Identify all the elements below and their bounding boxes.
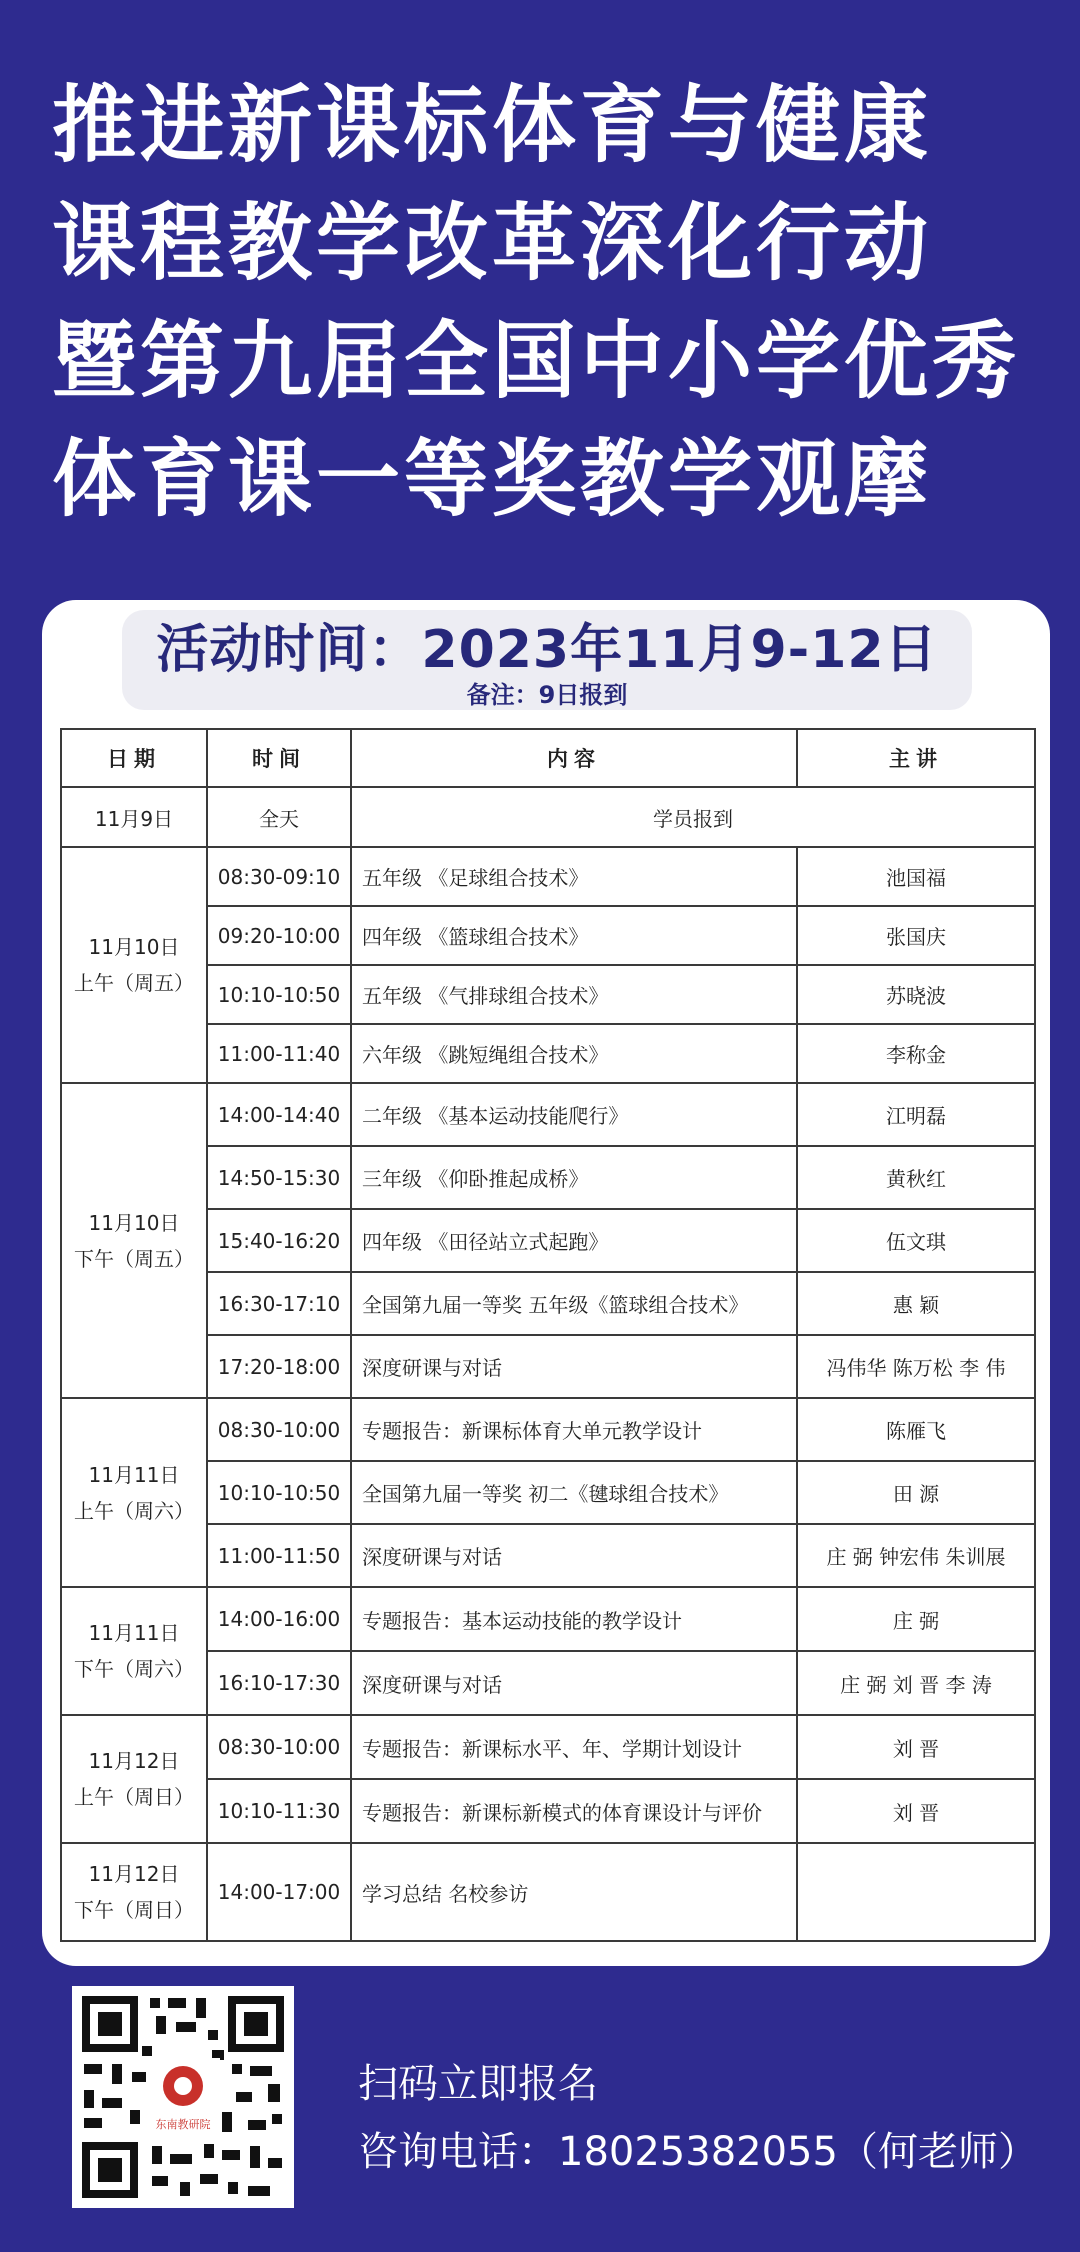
speaker-cell [797, 1843, 1035, 1941]
time-cell: 10:10-10:50 [207, 1461, 351, 1524]
time-cell: 11:00-11:50 [207, 1524, 351, 1587]
date-cell [61, 1715, 207, 1843]
speaker-cell: 江明磊 [797, 1083, 1035, 1146]
content-cell: 五年级 《气排球组合技术》 [351, 965, 797, 1024]
schedule-card [42, 600, 1050, 1966]
date-period: 上午（周日） [74, 1785, 194, 1809]
date-period: 下午（周日） [74, 1898, 194, 1922]
time-cell: 09:20-10:00 [207, 906, 351, 965]
speaker-cell: 李称金 [797, 1024, 1035, 1083]
content-cell: 学习总结 名校参访 [351, 1843, 797, 1941]
time-cell: 15:40-16:20 [207, 1209, 351, 1272]
date-line: 11月11日 [88, 1621, 180, 1645]
content-cell: 五年级 《足球组合技术》 [351, 847, 797, 906]
time-cell: 10:10-11:30 [207, 1779, 351, 1843]
date-period: 下午（周五） [74, 1246, 194, 1271]
content-cell: 二年级 《基本运动技能爬行》 [351, 1083, 797, 1146]
speaker-cell: 伍文琪 [797, 1209, 1035, 1272]
table-header-row [61, 729, 1035, 787]
header-speaker: 主讲 [797, 729, 1035, 787]
date-period: 下午（周六） [74, 1657, 194, 1681]
speaker-cell: 庄 弼 钟宏伟 朱训展 [797, 1524, 1035, 1587]
table-row [61, 1335, 1035, 1398]
table-row [61, 1524, 1035, 1587]
content-cell: 深度研课与对话 [351, 1651, 797, 1715]
table-row [61, 1461, 1035, 1524]
activity-note: 备注：9日报到 [466, 681, 628, 709]
time-cell: 08:30-10:00 [207, 1398, 351, 1461]
time-cell: 14:00-16:00 [207, 1587, 351, 1651]
schedule-table [60, 728, 1036, 1942]
content-cell: 全国第九届一等奖 初二《毽球组合技术》 [351, 1461, 797, 1524]
content-cell: 三年级 《仰卧推起成桥》 [351, 1146, 797, 1209]
content-cell: 全国第九届一等奖 五年级《篮球组合技术》 [351, 1272, 797, 1335]
table-row [61, 1843, 1035, 1941]
time-cell: 11:00-11:40 [207, 1024, 351, 1083]
table-row [61, 1272, 1035, 1335]
header-content: 内容 [351, 729, 797, 787]
time-cell: 16:30-17:10 [207, 1272, 351, 1335]
table-row [61, 1024, 1035, 1083]
table-row [61, 965, 1035, 1024]
time-cell: 14:00-14:40 [207, 1083, 351, 1146]
speaker-cell: 陈雁飞 [797, 1398, 1035, 1461]
headline-line-2: 课程教学改革深化行动 [52, 194, 933, 292]
time-cell: 全天 [207, 787, 351, 847]
date-cell [61, 1587, 207, 1715]
qr-code-graphic [72, 1986, 294, 2208]
qr-code[interactable] [72, 1986, 294, 2208]
content-cell: 四年级 《篮球组合技术》 [351, 906, 797, 965]
time-cell: 08:30-10:00 [207, 1715, 351, 1779]
activity-time-banner [122, 610, 972, 710]
headline [52, 66, 1052, 538]
table-row [61, 1715, 1035, 1779]
table-row [61, 1209, 1035, 1272]
date-line: 11月12日 [88, 1862, 180, 1886]
speaker-cell: 苏晓波 [797, 965, 1035, 1024]
table-row [61, 1779, 1035, 1843]
table-row [61, 1398, 1035, 1461]
content-cell: 专题报告：基本运动技能的教学设计 [351, 1587, 797, 1651]
time-cell: 14:50-15:30 [207, 1146, 351, 1209]
time-cell: 10:10-10:50 [207, 965, 351, 1024]
date-cell [61, 1843, 207, 1941]
header-date: 日期 [61, 729, 207, 787]
date-cell [61, 1398, 207, 1587]
table-row [61, 1651, 1035, 1715]
table-row [61, 1083, 1035, 1146]
date-period: 上午（周六） [74, 1498, 194, 1523]
headline-line-1: 推进新课标体育与健康 [52, 76, 933, 174]
header-time: 时间 [207, 729, 351, 787]
date-line: 11月10日 [88, 935, 180, 959]
speaker-cell: 庄 弼 [797, 1587, 1035, 1651]
time-cell: 17:20-18:00 [207, 1335, 351, 1398]
content-cell: 专题报告：新课标水平、年、学期计划设计 [351, 1715, 797, 1779]
content-cell: 深度研课与对话 [351, 1524, 797, 1587]
content-cell: 深度研课与对话 [351, 1335, 797, 1398]
date-line: 11月11日 [88, 1462, 180, 1487]
contact-phone: 咨询电话：18025382055（何老师） [358, 2129, 1038, 2175]
speaker-cell: 黄秋红 [797, 1146, 1035, 1209]
table-row [61, 1587, 1035, 1651]
signup-text: 扫码立即报名 [358, 2061, 598, 2107]
speaker-cell: 张国庆 [797, 906, 1035, 965]
speaker-cell: 刘 晋 [797, 1715, 1035, 1779]
table-row [61, 787, 1035, 847]
table-row [61, 847, 1035, 906]
date-cell: 11月9日 [61, 787, 207, 847]
date-cell [61, 847, 207, 1083]
date-cell [61, 1083, 207, 1398]
speaker-cell: 庄 弼 刘 晋 李 涛 [797, 1651, 1035, 1715]
date-period: 上午（周五） [74, 971, 194, 995]
qr-logo-text: 东南教研院 [155, 2118, 211, 2131]
speaker-cell: 冯伟华 陈万松 李 伟 [797, 1335, 1035, 1398]
speaker-cell: 田 源 [797, 1461, 1035, 1524]
speaker-cell: 刘 晋 [797, 1779, 1035, 1843]
content-cell: 学员报到 [351, 787, 1035, 847]
time-cell: 08:30-09:10 [207, 847, 351, 906]
date-line: 11月10日 [88, 1210, 180, 1235]
time-cell: 14:00-17:00 [207, 1843, 351, 1941]
time-cell: 16:10-17:30 [207, 1651, 351, 1715]
content-cell: 专题报告：新课标新模式的体育课设计与评价 [351, 1779, 797, 1843]
speaker-cell: 池国福 [797, 847, 1035, 906]
speaker-cell: 惠 颖 [797, 1272, 1035, 1335]
activity-time: 活动时间：2023年11月9-12日 [156, 620, 938, 680]
content-cell: 专题报告：新课标体育大单元教学设计 [351, 1398, 797, 1461]
table-row [61, 906, 1035, 965]
date-line: 11月12日 [88, 1749, 180, 1773]
table-row [61, 1146, 1035, 1209]
footer [358, 2050, 1038, 2186]
headline-line-4: 体育课一等奖教学观摩 [52, 430, 933, 528]
headline-line-3: 暨第九届全国中小学优秀 [52, 312, 1021, 410]
content-cell: 四年级 《田径站立式起跑》 [351, 1209, 797, 1272]
content-cell: 六年级 《跳短绳组合技术》 [351, 1024, 797, 1083]
